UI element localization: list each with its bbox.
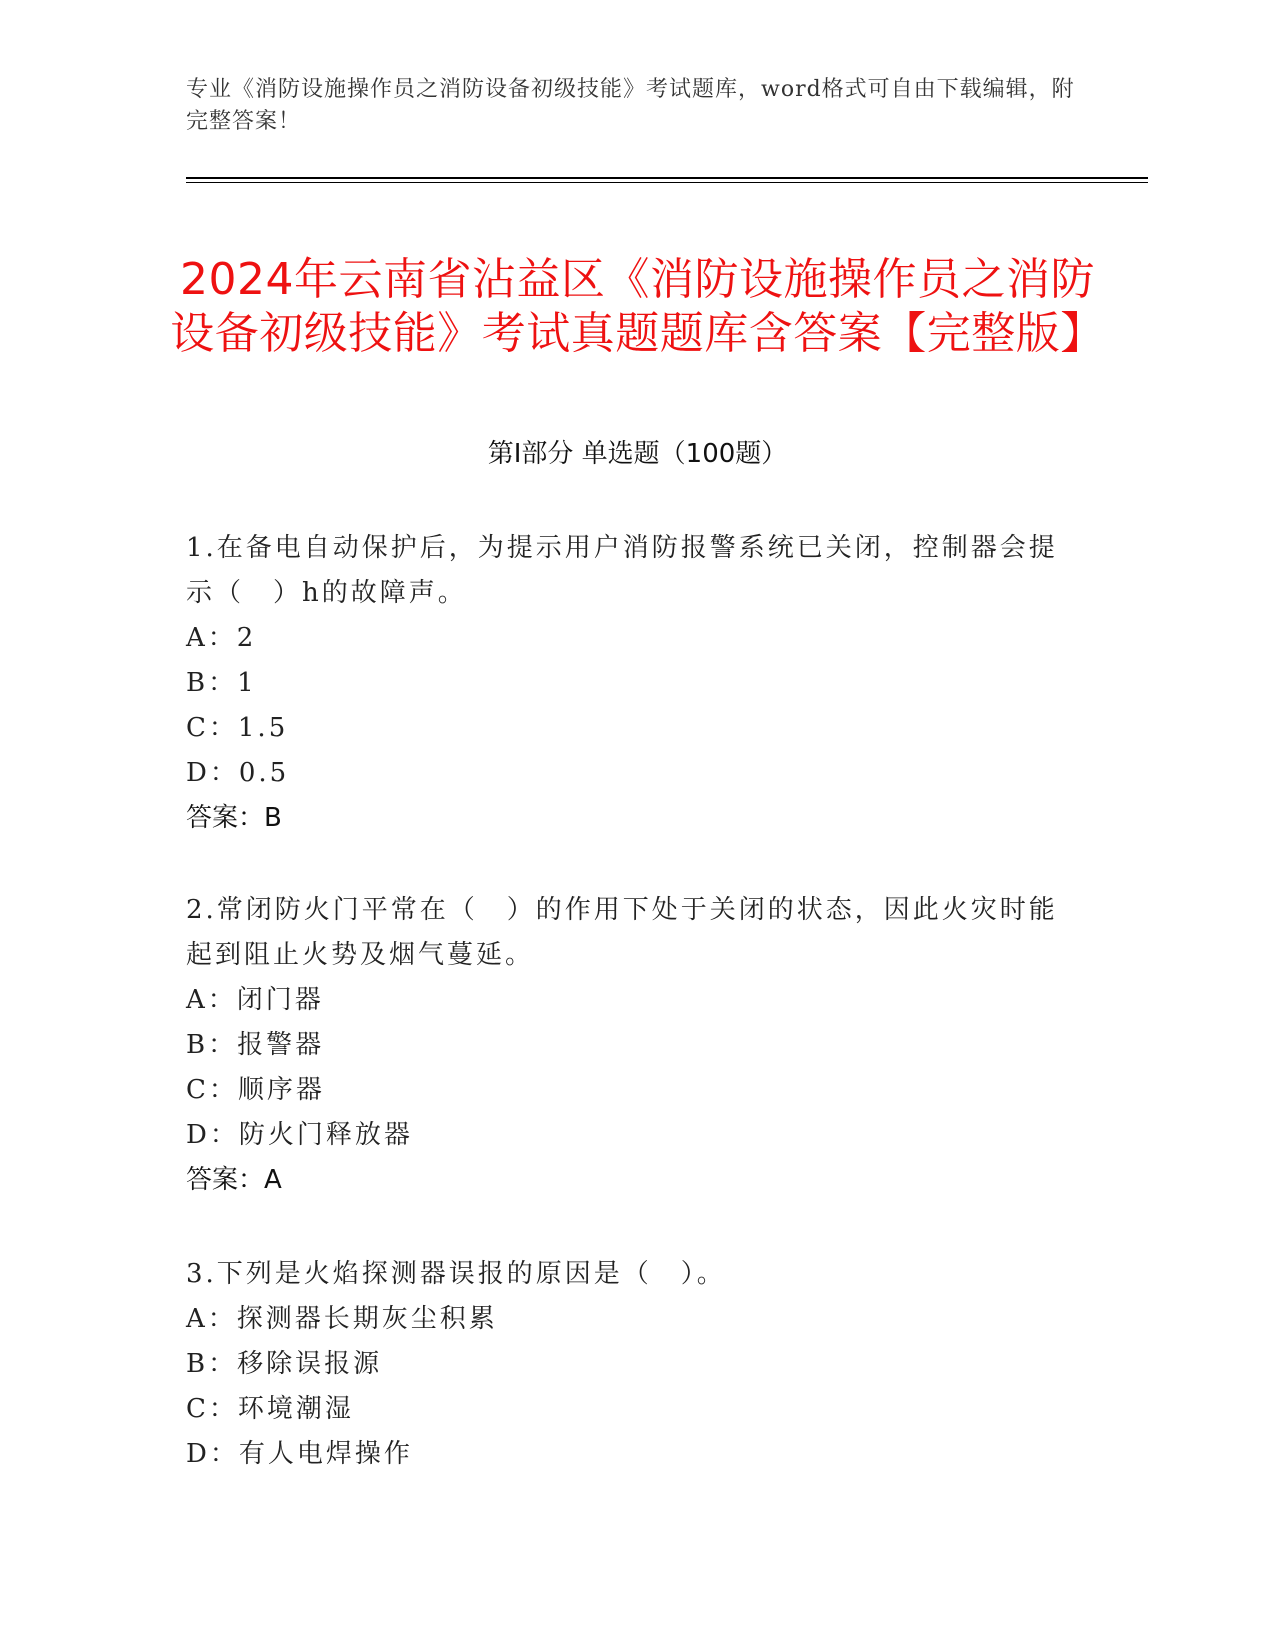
header-divider-thin bbox=[186, 182, 1148, 183]
option-d: D：有人电焊操作 bbox=[186, 1439, 413, 1469]
header-divider-thick bbox=[186, 177, 1148, 179]
question-3 bbox=[186, 1252, 1066, 1477]
header-note: 专业《消防设施操作员之消防设备初级技能》考试题库，word格式可自由下载编辑，附完整答案！ bbox=[186, 77, 1075, 134]
question-stem: 1.在备电自动保护后，为提示用户消防报警系统已关闭，控制器会提示（ ）h的故障声。 bbox=[186, 533, 1058, 608]
document-title: 2024年云南省沾益区《消防设施操作员之消防设备初级技能》考试真题题库含答案【完整版】 bbox=[170, 254, 1105, 360]
option-a: A：2 bbox=[186, 623, 257, 653]
option-a: A：闭门器 bbox=[186, 985, 324, 1015]
question-2 bbox=[186, 888, 1066, 1203]
answer-line: 答案：A bbox=[186, 1165, 282, 1195]
section-heading: 第Ⅰ部分 单选题（100题） bbox=[487, 439, 788, 469]
option-c: C：环境潮湿 bbox=[186, 1394, 354, 1424]
question-stem: 3.下列是火焰探测器误报的原因是（ ）。 bbox=[186, 1259, 726, 1289]
option-b: B：1 bbox=[186, 668, 257, 698]
question-1 bbox=[186, 526, 1066, 841]
answer-line: 答案：B bbox=[186, 803, 282, 833]
option-d: D：0.5 bbox=[186, 758, 290, 788]
option-b: B：移除误报源 bbox=[186, 1349, 383, 1379]
option-a: A：探测器长期灰尘积累 bbox=[186, 1304, 498, 1334]
option-c: C：1.5 bbox=[186, 713, 289, 743]
question-stem: 2.常闭防火门平常在（ ）的作用下处于关闭的状态，因此火灾时能起到阻止火势及烟气蔓延。 bbox=[186, 895, 1058, 970]
option-b: B：报警器 bbox=[186, 1030, 325, 1060]
option-d: D：防火门释放器 bbox=[186, 1120, 413, 1150]
option-c: C：顺序器 bbox=[186, 1075, 325, 1105]
